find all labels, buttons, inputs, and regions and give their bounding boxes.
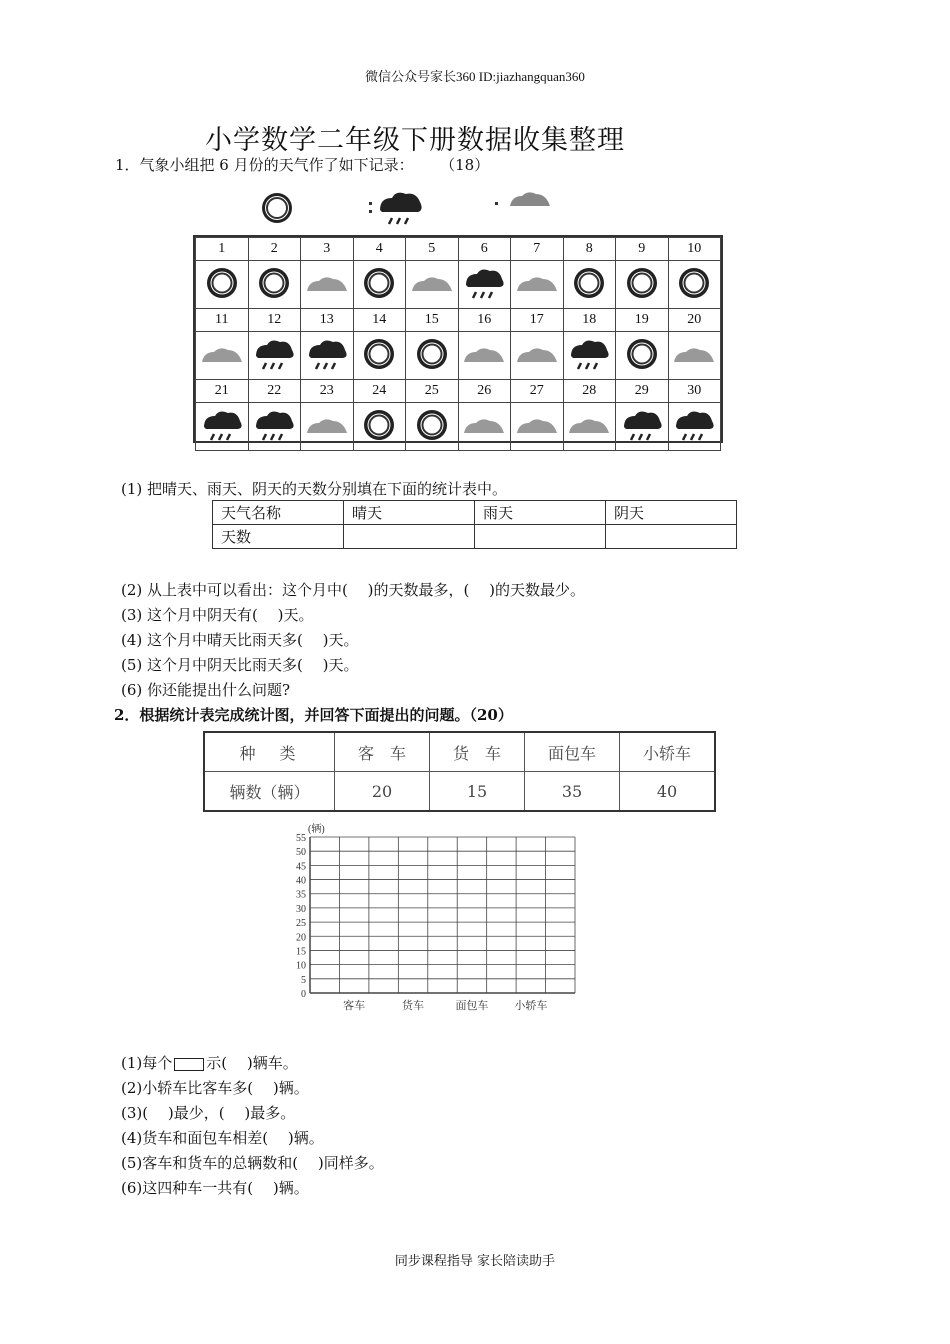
sun-icon xyxy=(359,265,399,301)
calendar-weather-cell xyxy=(301,403,354,451)
question-1-text: 1．气象小组把 6 月份的天气作了如下记录： xyxy=(115,156,414,174)
calendar-weather-cell xyxy=(406,403,459,451)
table-cell: 20 xyxy=(335,772,430,812)
legend-separator xyxy=(369,210,372,213)
question-1-score: （18） xyxy=(447,156,490,174)
table-row xyxy=(213,525,737,549)
x-tick-label: 面包车 xyxy=(455,999,489,1012)
page-title: 小学数学二年级下册数据收集整理 xyxy=(205,125,625,156)
question-2-part-3: (3)( )最少，( )最多。 xyxy=(121,1104,296,1122)
table-row xyxy=(204,732,715,772)
calendar-weather-cell xyxy=(616,261,669,309)
question-1-part-4: (4) 这个月中晴天比雨天多( )天。 xyxy=(121,631,359,649)
calendar-day-number: 12 xyxy=(248,309,301,332)
x-tick-label: 客车 xyxy=(343,999,366,1012)
calendar-weather-cell xyxy=(563,403,616,451)
y-tick-label: 5 xyxy=(301,974,306,986)
calendar-weather-cell xyxy=(406,332,459,380)
overcast-cloud-icon xyxy=(569,407,609,443)
calendar-day-number: 6 xyxy=(458,238,511,261)
y-tick-label: 35 xyxy=(296,889,306,901)
sun-icon xyxy=(412,336,452,372)
question-1-part-1: (1) 把晴天、雨天、阴天的天数分别填在下面的统计表中。 xyxy=(121,480,508,498)
calendar-weather-cell xyxy=(353,332,406,380)
calendar-day-number: 4 xyxy=(353,238,406,261)
x-tick-label: 小轿车 xyxy=(514,999,548,1012)
weather-calendar xyxy=(193,235,723,443)
question-1-part-3: (3) 这个月中阴天有( )天。 xyxy=(121,606,314,624)
table-cell: 辆数（辆） xyxy=(204,772,335,812)
calendar-day-number: 2 xyxy=(248,238,301,261)
calendar-weather-cell xyxy=(353,403,406,451)
sun-icon xyxy=(622,336,662,372)
table-row xyxy=(204,772,715,812)
calendar-weather-cell xyxy=(248,261,301,309)
y-tick-label: 50 xyxy=(296,847,306,859)
question-1-part-2: (2) 从上表中可以看出：这个月中( )的天数最多，( )的天数最少。 xyxy=(121,581,585,599)
table-cell: 35 xyxy=(525,772,620,812)
calendar-day-number: 24 xyxy=(353,380,406,403)
calendar-day-number: 19 xyxy=(616,309,669,332)
vehicle-stat-table xyxy=(203,731,716,812)
table-header-cell: 小轿车 xyxy=(620,732,716,772)
rain-cloud-icon xyxy=(569,336,609,372)
calendar-weather-cell xyxy=(458,261,511,309)
rain-cloud-icon xyxy=(622,407,662,443)
answer-cell[interactable] xyxy=(344,525,475,549)
y-tick-label: 15 xyxy=(296,946,306,958)
question-1-part-5: (5) 这个月中阴天比雨天多( )天。 xyxy=(121,656,359,674)
calendar-day-number: 22 xyxy=(248,380,301,403)
overcast-cloud-icon xyxy=(517,407,557,443)
overcast-cloud-icon xyxy=(202,336,242,372)
calendar-day-number: 11 xyxy=(196,309,249,332)
calendar-day-number: 9 xyxy=(616,238,669,261)
sun-icon xyxy=(569,265,609,301)
question-2-part-1-a: (1)每个 xyxy=(121,1054,173,1072)
sun-icon xyxy=(674,265,714,301)
y-tick-label: 25 xyxy=(296,918,306,930)
x-tick-label: 货车 xyxy=(402,999,425,1012)
table-header-cell: 货 车 xyxy=(430,732,525,772)
question-2-text: 2．根据统计表完成统计图，并回答下面提出的问题。（20） xyxy=(114,706,513,724)
calendar-day-number: 10 xyxy=(668,238,721,261)
calendar-weather-cell xyxy=(563,332,616,380)
unit-box-icon xyxy=(174,1058,204,1071)
overcast-cloud-icon xyxy=(517,265,557,301)
legend-separator xyxy=(369,202,372,205)
calendar-day-number: 15 xyxy=(406,309,459,332)
y-tick-label: 45 xyxy=(296,861,306,873)
calendar-weather-cell xyxy=(196,332,249,380)
table-cell: 雨天 xyxy=(475,501,606,525)
y-axis-label: (辆) xyxy=(308,824,325,835)
calendar-weather-cell xyxy=(301,332,354,380)
rain-cloud-icon xyxy=(254,336,294,372)
table-cell: 阴天 xyxy=(606,501,737,525)
question-2-part-2: (2)小轿车比客车多( )辆。 xyxy=(121,1079,309,1097)
answer-cell[interactable] xyxy=(475,525,606,549)
overcast-cloud-icon xyxy=(464,336,504,372)
y-tick-label: 55 xyxy=(296,833,306,844)
y-tick-label: 0 xyxy=(301,989,306,1000)
calendar-weather-cell xyxy=(616,403,669,451)
question-2-part-6: (6)这四种车一共有( )辆。 xyxy=(121,1179,309,1197)
calendar-day-number: 5 xyxy=(406,238,459,261)
calendar-day-number: 1 xyxy=(196,238,249,261)
rain-cloud-icon xyxy=(307,336,347,372)
sun-icon xyxy=(254,265,294,301)
rain-cloud-icon xyxy=(380,193,422,224)
calendar-day-row xyxy=(196,380,721,403)
calendar-weather-cell xyxy=(248,332,301,380)
calendar-day-number: 17 xyxy=(511,309,564,332)
table-cell: 40 xyxy=(620,772,716,812)
calendar-day-number: 16 xyxy=(458,309,511,332)
overcast-cloud-icon xyxy=(464,407,504,443)
calendar-day-row xyxy=(196,238,721,261)
calendar-day-number: 13 xyxy=(301,309,354,332)
sun-icon xyxy=(622,265,662,301)
calendar-weather-row xyxy=(196,261,721,309)
calendar-day-number: 30 xyxy=(668,380,721,403)
calendar-weather-cell xyxy=(301,261,354,309)
overcast-cloud-icon xyxy=(517,336,557,372)
calendar-weather-cell xyxy=(196,261,249,309)
calendar-weather-row xyxy=(196,332,721,380)
table-header-cell: 面包车 xyxy=(525,732,620,772)
sun-icon xyxy=(202,265,242,301)
calendar-weather-cell xyxy=(353,261,406,309)
calendar-weather-cell xyxy=(668,332,721,380)
question-1-part-6: (6) 你还能提出什么问题? xyxy=(121,681,291,699)
page-footer: 同步课程指导 家长陪读助手 xyxy=(394,1254,556,1269)
calendar-day-number: 23 xyxy=(301,380,354,403)
calendar-day-number: 18 xyxy=(563,309,616,332)
table-cell: 天数 xyxy=(213,525,344,549)
calendar-weather-cell xyxy=(196,403,249,451)
overcast-cloud-icon xyxy=(510,192,550,206)
table-cell: 15 xyxy=(430,772,525,812)
calendar-day-number: 21 xyxy=(196,380,249,403)
calendar-weather-cell xyxy=(406,261,459,309)
calendar-weather-cell xyxy=(458,332,511,380)
sun-icon xyxy=(262,193,292,223)
rain-cloud-icon xyxy=(202,407,242,443)
calendar-weather-cell xyxy=(668,403,721,451)
calendar-day-number: 25 xyxy=(406,380,459,403)
calendar-day-row xyxy=(196,309,721,332)
rain-cloud-icon xyxy=(464,265,504,301)
table-row xyxy=(213,501,737,525)
vehicle-bar-chart[interactable] xyxy=(285,815,585,1020)
calendar-day-number: 8 xyxy=(563,238,616,261)
sun-icon xyxy=(359,407,399,443)
calendar-weather-cell xyxy=(616,332,669,380)
table-cell: 天气名称 xyxy=(213,501,344,525)
overcast-cloud-icon xyxy=(307,265,347,301)
calendar-day-number: 27 xyxy=(511,380,564,403)
calendar-day-number: 14 xyxy=(353,309,406,332)
calendar-weather-row xyxy=(196,403,721,451)
overcast-cloud-icon xyxy=(307,407,347,443)
y-tick-label: 20 xyxy=(296,932,306,944)
table-cell: 晴天 xyxy=(344,501,475,525)
weather-legend xyxy=(252,188,562,226)
calendar-weather-cell xyxy=(248,403,301,451)
y-tick-label: 30 xyxy=(296,903,306,915)
calendar-weather-cell xyxy=(511,403,564,451)
y-tick-label: 40 xyxy=(296,875,306,887)
calendar-day-number: 29 xyxy=(616,380,669,403)
calendar-day-number: 26 xyxy=(458,380,511,403)
answer-cell[interactable] xyxy=(606,525,737,549)
calendar-weather-cell xyxy=(511,332,564,380)
question-2-part-1-b: 示( )辆车。 xyxy=(206,1054,298,1072)
weather-stat-table xyxy=(212,500,737,549)
rain-cloud-icon xyxy=(674,407,714,443)
calendar-day-number: 28 xyxy=(563,380,616,403)
table-header-cell: 客 车 xyxy=(335,732,430,772)
y-tick-label: 10 xyxy=(296,960,306,972)
calendar-weather-cell xyxy=(668,261,721,309)
calendar-weather-cell xyxy=(458,403,511,451)
question-1 xyxy=(115,154,489,175)
overcast-cloud-icon xyxy=(412,265,452,301)
question-2-part-4: (4)货车和面包车相差( )辆。 xyxy=(121,1129,324,1147)
calendar-weather-cell xyxy=(511,261,564,309)
calendar-weather-cell xyxy=(563,261,616,309)
overcast-cloud-icon xyxy=(674,336,714,372)
question-2-part-5: (5)客车和货车的总辆数和( )同样多。 xyxy=(121,1154,384,1172)
calendar-day-number: 3 xyxy=(301,238,354,261)
rain-cloud-icon xyxy=(254,407,294,443)
table-header-cell: 种 类 xyxy=(204,732,335,772)
sun-icon xyxy=(359,336,399,372)
sun-icon xyxy=(412,407,452,443)
legend-separator xyxy=(495,202,498,205)
calendar-day-number: 20 xyxy=(668,309,721,332)
calendar-day-number: 7 xyxy=(511,238,564,261)
page-header: 微信公众号家长360 ID:jiazhangquan360 xyxy=(365,69,585,84)
question-2-part-1 xyxy=(121,1052,298,1073)
